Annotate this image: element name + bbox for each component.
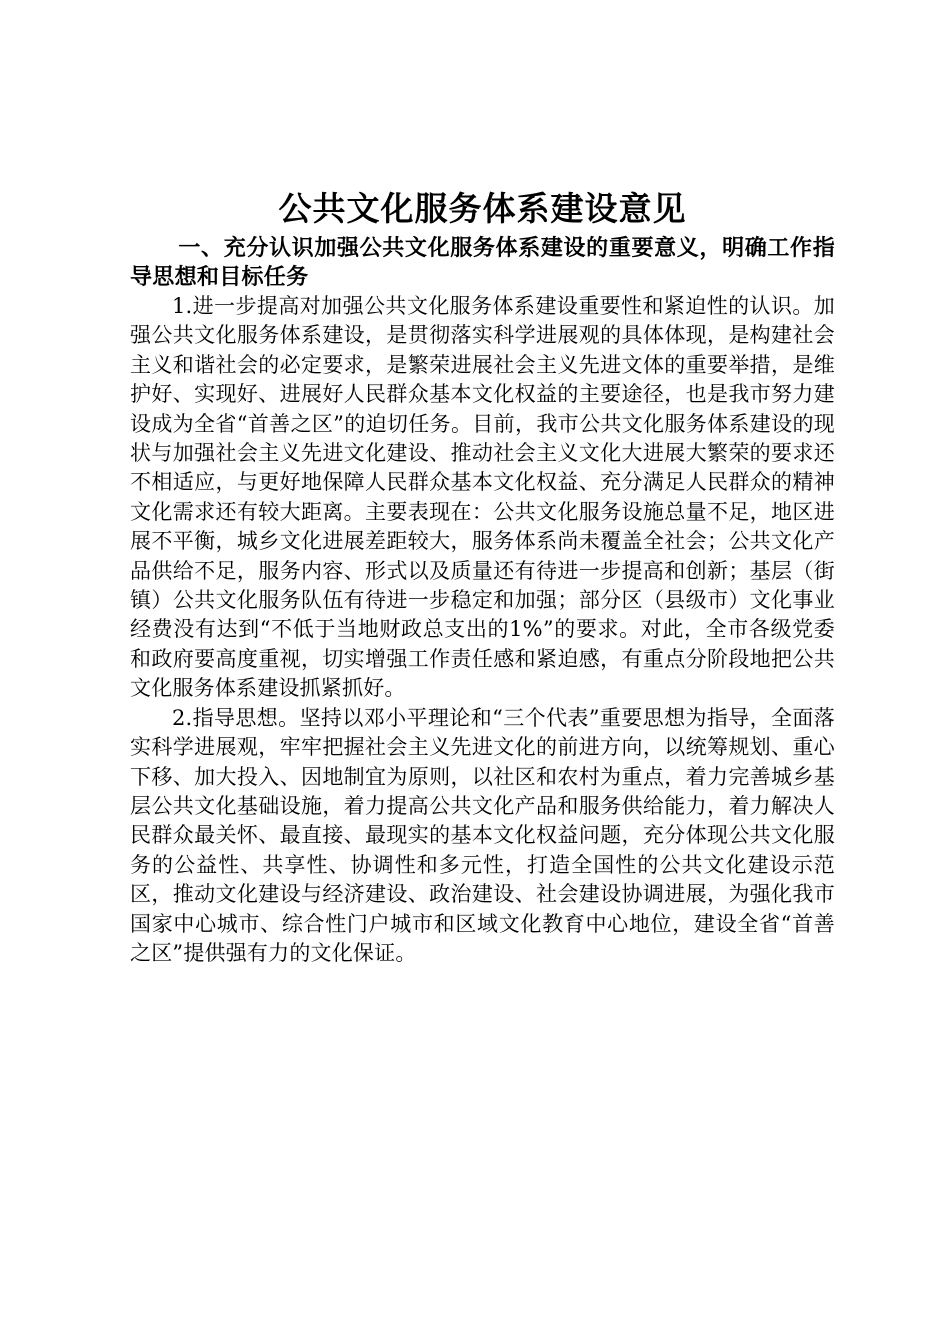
document-title: 公共文化服务体系建设意见 <box>278 189 687 228</box>
paragraph-2: 2.指导思想。坚持以邓小平理论和“三个代表”重要思想为指导，全面落实科学进展观，牢牢把握社会主义先进文化的前进方向，以统筹规划、重心下移、加大投入、因地制宜为原则，以社区和农村为重点，着力完善城乡基层公共文化基础设施，着力提高公共文化产品和服务供给能力，着力解决人民群众最关怀、最直接、最现实的基本文化权益问题，充分体现公共文化服务的公益性、共享性、协调性和多元性，打造全国性的公共文化建设示范区，推动文化建设与经济建设、政治建设、社会建设协调进展，为强化我市国家中心城市、综合性门户城市和区域文化教育中心地位，建设全省“首善之区”提供强有力的文化保证。 <box>130 705 835 965</box>
document-body <box>130 184 835 968</box>
section-heading: 一、充分认识加强公共文化服务体系建设的重要意义，明确工作指导思想和目标任务 <box>130 236 835 290</box>
paragraph-1: 1.进一步提高对加强公共文化服务体系建设重要性和紧迫性的认识。加强公共文化服务体系建设，是贯彻落实科学进展观的具体体现，是构建社会主义和谐社会的必定要求，是繁荣进展社会主义先进文体的重要举措，是维护好、实现好、进展好人民群众基本文化权益的主要途径，也是我市努力建设成为全省“首善之区”的迫切任务。目前，我市公共文化服务体系建设的现状与加强社会主义先进文化建设、推动社会主义文化大进展大繁荣的要求还不相适应，与更好地保障人民群众基本文化权益、充分满足人民群众的精神文化需求还有较大距离。主要表现在：公共文化服务设施总量不足，地区进展不平衡，城乡文化进展差距较大，服务体系尚未覆盖全社会；公共文化产品供给不足，服务内容、形式以及质量还有待进一步提高和创新；基层（街镇）公共文化服务队伍有待进一步稳定和加强；部分区（县级市）文化事业经费没有达到“不低于当地财政总支出的1%”的要求。对此，全市各级党委和政府要高度重视，切实增强工作责任感和紧迫感，有重点分阶段地把公共文化服务体系建设抓紧抓好。 <box>130 294 835 701</box>
